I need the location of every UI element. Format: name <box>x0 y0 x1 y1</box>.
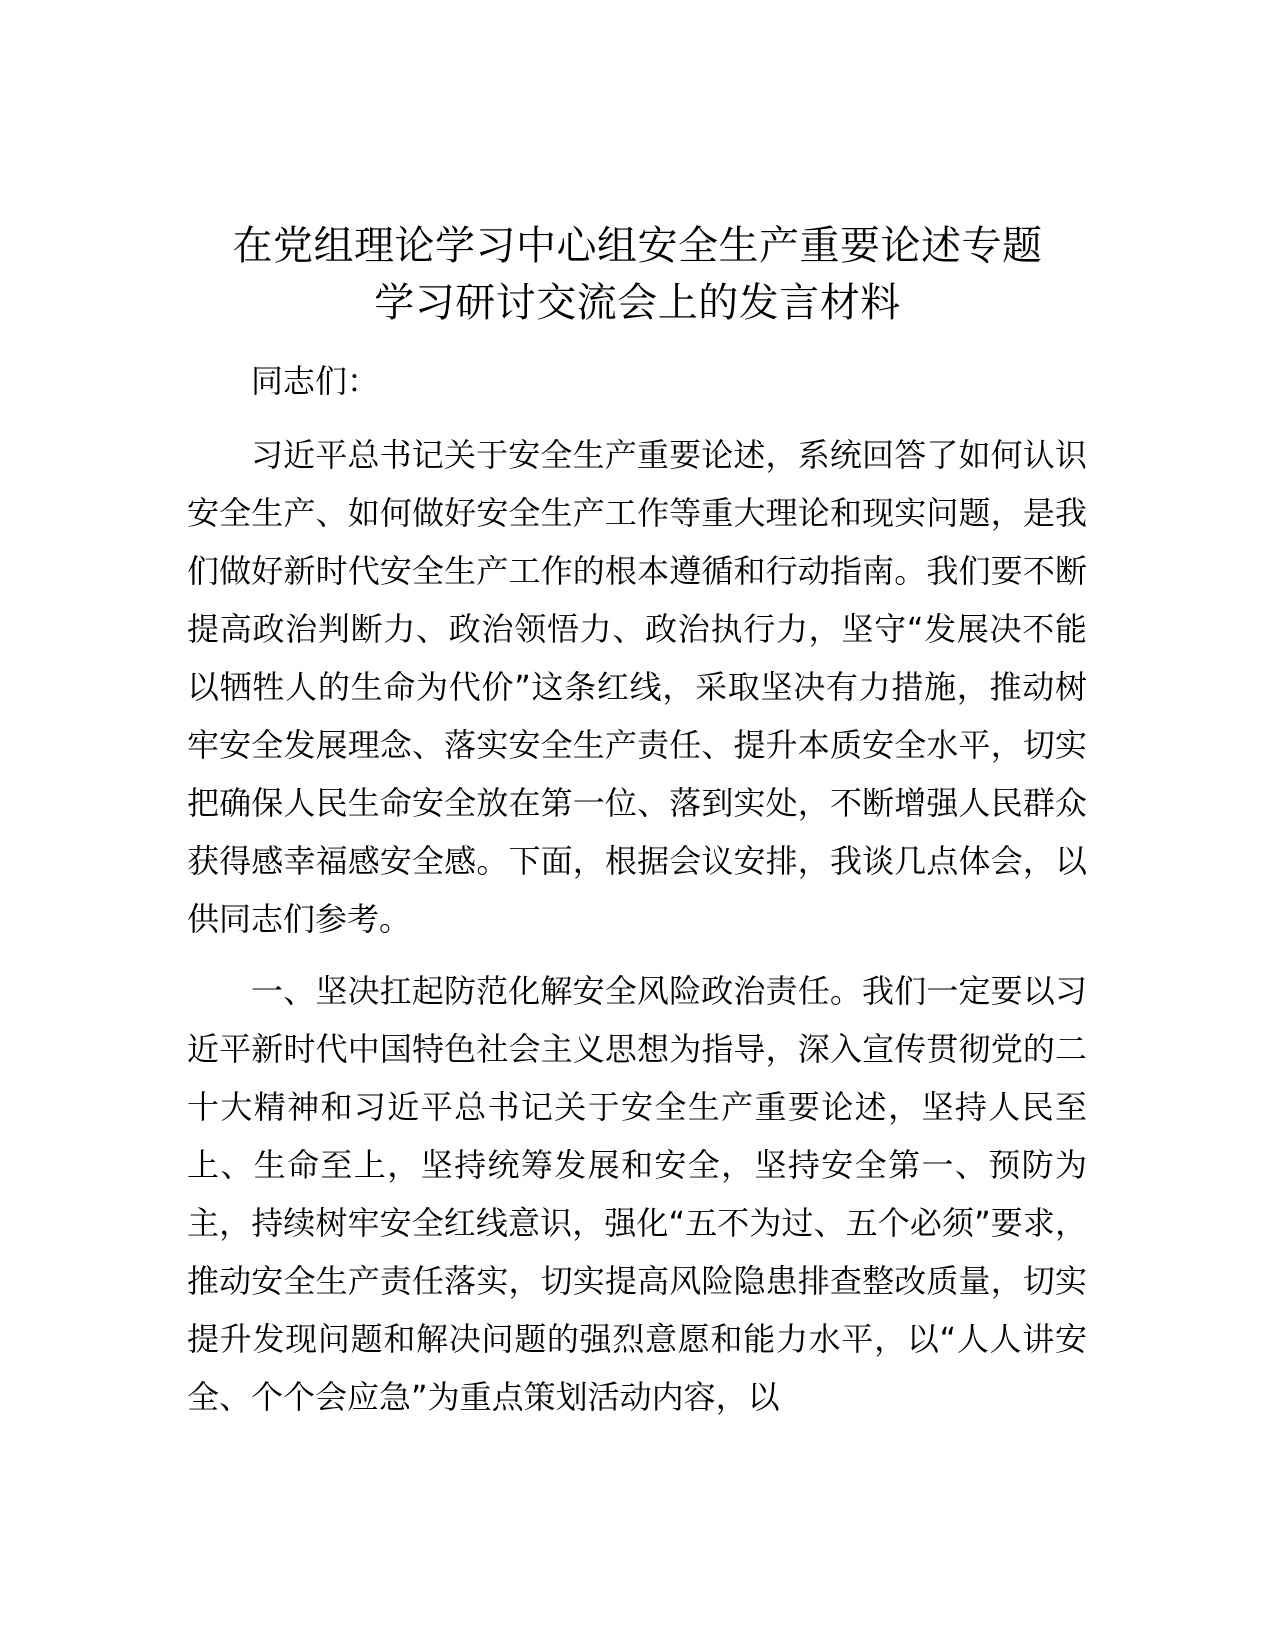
paragraph-section-1: 一、坚决扛起防范化解安全风险政治责任。我们一定要以习近平新时代中国特色社会主义思想为指导，深入宣传贯彻党的二十大精神和习近平总书记关于安全生产重要论述，坚持人民至上、生命至上，坚持统筹发展和安全，坚持安全第一、预防为主，持续树牢安全红线意识，强化“五不为过、五个必须”要求，推动安全生产责任落实，切实提高风险隐患排查整改质量，切实提升发现问题和解决问题的强烈意愿和能力水平，以“人人讲安全、个个会应急”为重点策划活动内容，以 <box>187 972 1087 1416</box>
document-title <box>160 218 1115 332</box>
salutation: 同志们： <box>251 362 380 400</box>
paragraph-intro: 习近平总书记关于安全生产重要论述，系统回答了如何认识安全生产、如何做好安全生产工作等重大理论和现实问题，是我们做好新时代安全生产工作的根本遵循和行动指南。我们要不断提高政治判断力、政治领悟力、政治执行力，坚守“发展决不能以牺牲人的生命为代价”这条红线，采取坚决有力措施，推动树牢安全发展理念、落实安全生产责任、提升本质安全水平，切实把确保人民生命安全放在第一位、落到实处，不断增强人民群众获得感幸福感安全感。下面，根据会议安排，我谈几点体会，以供同志们参考。 <box>187 436 1087 938</box>
title-line-1: 在党组理论学习中心组安全生产重要论述专题 <box>232 223 1043 269</box>
document-body <box>187 352 1087 1426</box>
title-line-2: 学习研讨交流会上的发言材料 <box>374 280 901 326</box>
